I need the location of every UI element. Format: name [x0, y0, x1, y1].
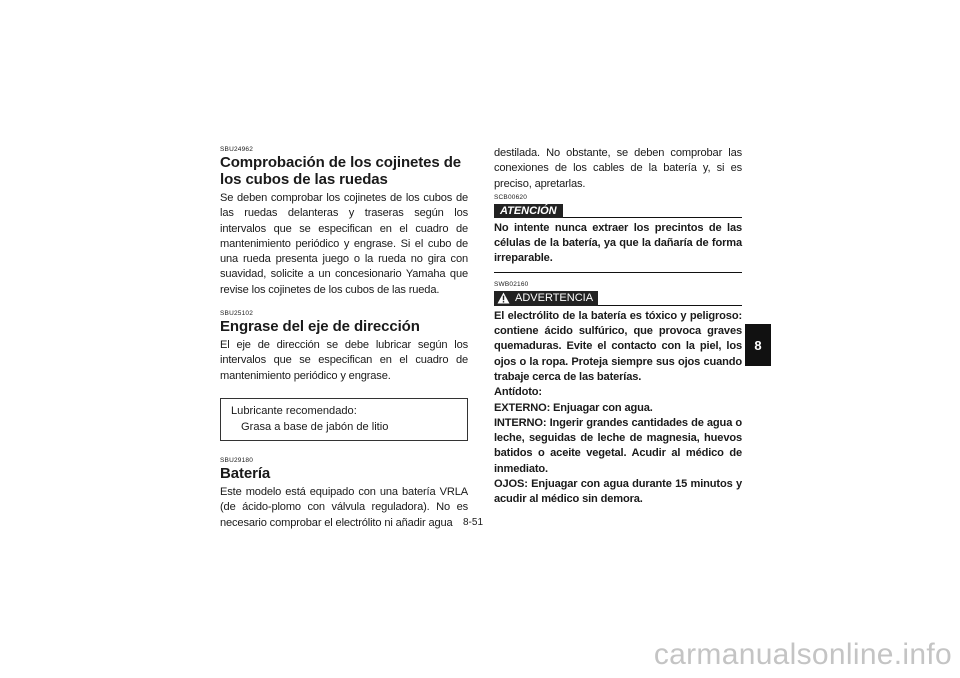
warning-line-external: EXTERNO: Enjuagar con agua. — [494, 401, 653, 414]
section-title-wheel-bearings: Comprobación de los cojinetes de los cubos de las ruedas — [220, 154, 462, 188]
right-column — [494, 146, 742, 508]
warning-line-eyes: OJOS: Enjuagar con agua durante 15 minutos y acudir al médico sin demora. — [494, 478, 742, 506]
notice-header — [494, 204, 742, 218]
section-body-battery: Este modelo está equipado con una batería VRLA (de ácido-plomo con válvula reguladora). No es necesario comprobar el electrólito ni añadir agua — [220, 485, 468, 529]
warning-line-antidote: Antídoto: — [494, 386, 542, 399]
lubricant-box — [220, 398, 468, 441]
watermark: carmanualsonline.info — [653, 638, 952, 671]
warning-triangle-icon — [497, 292, 510, 304]
warning-line-internal: INTERNO: Ingerir grandes cantidades de agua o leche, seguidas de leche de magnesia, huevos batidos o aceite vegetal. Acudir al médico de inmediato. — [494, 416, 742, 475]
notice-end-rule — [494, 272, 742, 273]
chapter-tab: 8 — [745, 324, 771, 366]
warning-line-main: El electrólito de la batería es tóxico y peligroso: contiene ácido sulfúrico, que provoca graves quemaduras. Evite el contacto con la piel, los ojos o la ropa. Proteja siempre sus ojos cuando trabaje cerca de las baterías. — [494, 309, 742, 383]
notice-label: ATENCIÓN — [494, 204, 563, 218]
section-body-steering-shaft: El eje de dirección se debe lubricar según los intervalos que se especifican en el cuadro de mantenimiento periódico y engrase. — [220, 339, 468, 382]
section-code: SBU24962 — [220, 146, 254, 153]
page-number: 8-51 — [463, 517, 484, 528]
section-code: SBU29180 — [220, 456, 254, 464]
battery-continued-text: destilada. No obstante, se deben comprobar las conexiones de los cables de la batería y, si es preciso, apretarlas. — [494, 147, 742, 190]
notice-code: SCB00620 — [494, 193, 528, 201]
warning-badge — [494, 291, 598, 306]
warning-label: ADVERTENCIA — [515, 291, 594, 304]
section-title-steering-shaft: Engrase del eje de dirección — [220, 318, 420, 336]
lubricant-value: Grasa a base de jabón de litio — [241, 420, 389, 433]
warning-header — [494, 291, 742, 306]
notice-text: No intente nunca extraer los precintos de las células de la batería, ya que la dañaría de forma irreparable. — [494, 221, 742, 265]
lubricant-label: Lubricante recomendado: — [231, 404, 357, 417]
left-column — [220, 146, 468, 531]
section-body-wheel-bearings: Se deben comprobar los cojinetes de los cubos de las ruedas delanteras y traseras según los intervalos que se especifican en el cuadro de mantenimiento periódico y engrase. Si el cubo de una rueda presenta juego o la rueda no gira con suavidad, solicite a un concesionario Yamaha que revise los cojinetes de los cubos de las rueda. — [220, 192, 468, 296]
section-code: SBU25102 — [220, 310, 254, 318]
section-title-battery: Batería — [220, 464, 271, 482]
warning-code: SWB02160 — [494, 280, 529, 288]
